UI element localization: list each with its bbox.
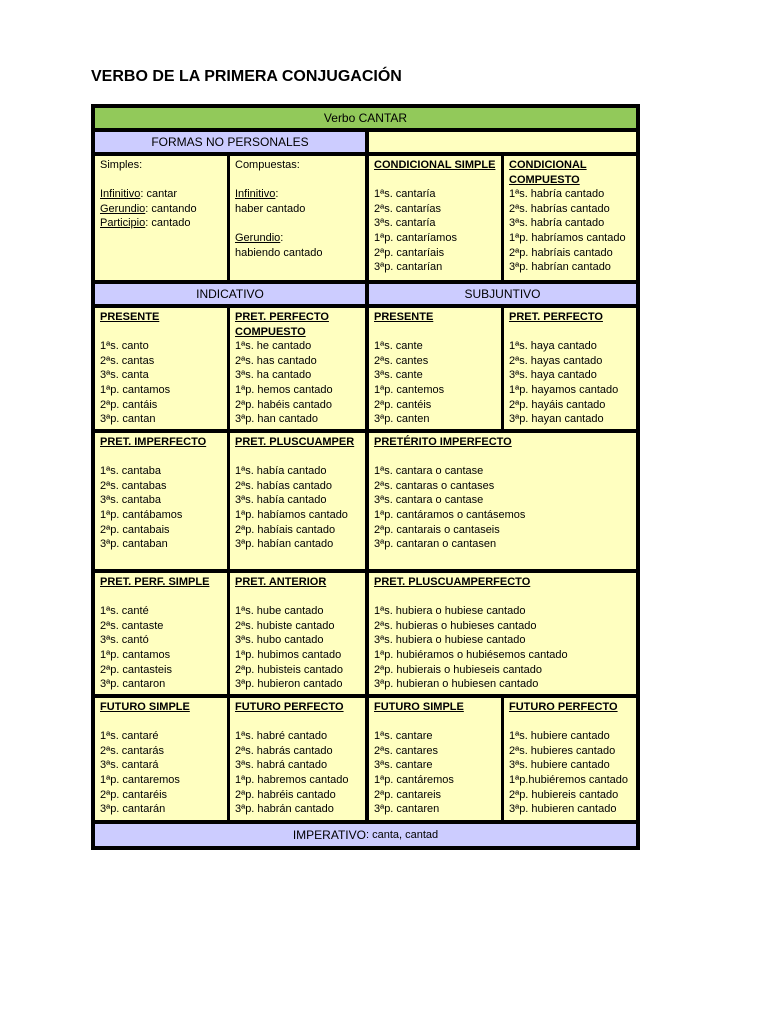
conj-line: 3ªp. cantarían	[374, 261, 443, 274]
conj-line: 3ªp. habrían cantado	[509, 261, 611, 274]
conj-line: 2ªs. hubieras o hubieses cantado	[374, 619, 537, 632]
compuestas-infinitivo-label: Infinitivo:	[235, 188, 279, 201]
conj-line: 2ªs. cantaras o cantases	[374, 479, 495, 492]
conj-line: 1ªp. cantaremos	[100, 773, 180, 786]
conj-line: 2ªs. cantares	[374, 744, 438, 757]
compuestas-heading: Compuestas:	[235, 159, 300, 171]
conj-line: 3ªs. canta	[100, 369, 149, 382]
conj-line: 1ªp. hayamos cantado	[509, 383, 619, 396]
ind-pret-pluscuamper-title: PRET. PLUSCUAMPER	[235, 436, 355, 448]
subj-preterito-imperfecto-title: PRETÉRITO IMPERFECTO	[374, 436, 512, 448]
conj-line: 2ªp. cantabais	[100, 523, 170, 536]
conj-line: 2ªs. hubieres cantado	[509, 744, 616, 757]
conj-line: 2ªs. cantarás	[100, 744, 164, 757]
conj-line: 1ªs. cante	[374, 340, 423, 353]
conj-line: 1ªp. cantáremos	[374, 773, 454, 786]
conj-line: 1ªs. había cantado	[235, 465, 327, 478]
condicional-compuesto-title-2: COMPUESTO	[509, 173, 580, 186]
empty-header-cell	[369, 132, 636, 152]
conj-line: 3ªs. cantaría	[374, 217, 436, 230]
ind-futuro-perfecto-title: FUTURO PERFECTO	[235, 701, 344, 713]
conj-line: 2ªs. habrías cantado	[509, 202, 610, 215]
conj-line: 3ªs. habría cantado	[509, 217, 605, 230]
ind-futuro-simple-cell	[95, 698, 227, 820]
conj-line: 1ªp. cantamos	[100, 383, 171, 396]
subj-preterito-imperfecto-cell	[369, 433, 636, 569]
conj-line: 1ªp. cantemos	[374, 383, 445, 396]
conj-line: 2ªp. habríais cantado	[509, 246, 613, 259]
formas-no-personales-bar	[95, 132, 365, 152]
ind-pret-perfecto-compuesto-title-2: COMPUESTO	[235, 325, 306, 338]
subj-pret-pluscuamperfecto-title: PRET. PLUSCUAMPERFECTO	[374, 576, 531, 588]
conj-line: 2ªs. cantaste	[100, 619, 164, 632]
ind-presente-title: PRESENTE	[100, 311, 160, 323]
conj-line: 2ªp. cantáis	[100, 398, 158, 411]
simples-gerundio: Gerundio: cantando	[100, 202, 197, 215]
ind-pret-anterior-cell	[230, 573, 365, 694]
ind-pret-pluscuamper-cell	[230, 433, 365, 569]
conj-line: 3ªp. hayan cantado	[509, 413, 604, 426]
imperativo-bar	[95, 824, 636, 846]
conj-line: 2ªp. habéis cantado	[235, 398, 333, 411]
conj-line: 1ªs. habré cantado	[235, 730, 328, 743]
conj-line: 2ªp. cantaríais	[374, 246, 445, 259]
conj-line: 1ªs. haya cantado	[509, 340, 597, 353]
compuestas-gerundio-value: habiendo cantado	[235, 246, 323, 259]
conj-line: 3ªp. cantarán	[100, 803, 166, 816]
ind-pret-anterior-title: PRET. ANTERIOR	[235, 576, 327, 588]
ind-presente-cell	[95, 308, 227, 429]
ind-pret-perf-simple-cell	[95, 573, 227, 694]
subj-futuro-perfecto-title: FUTURO PERFECTO	[509, 701, 618, 713]
conj-line: 1ªs. cantara o cantase	[374, 465, 484, 478]
conj-line: 2ªs. habrás cantado	[235, 744, 333, 757]
document-title: VERBO DE LA PRIMERA CONJUGACIÓN	[91, 68, 402, 85]
conj-line: 3ªs. hubiera o hubiese cantado	[374, 634, 526, 647]
conj-line: 2ªs. hubiste cantado	[235, 619, 335, 632]
conj-line: 1ªp. habremos cantado	[235, 773, 349, 786]
conj-line: 3ªp. hubieran o hubiesen cantado	[374, 678, 539, 691]
conj-line: 1ªp. cantáramos o cantásemos	[374, 508, 526, 521]
subjuntivo-label: SUBJUNTIVO	[464, 286, 541, 301]
ind-pret-imperfecto-cell	[95, 433, 227, 569]
subj-presente-cell	[369, 308, 501, 429]
conj-line: 1ªs. habría cantado	[509, 188, 605, 201]
conj-line: 3ªp. hubieren cantado	[509, 803, 617, 816]
imperativo-value: : canta, cantad	[365, 828, 439, 841]
conj-line: 2ªs. has cantado	[235, 354, 317, 367]
conj-line: 1ªs. canto	[100, 340, 149, 353]
conj-line: 2ªp. hubierais o hubieseis cantado	[374, 663, 542, 676]
simples-cell	[95, 156, 227, 280]
conj-line: 3ªp. cantaban	[100, 538, 168, 551]
indicativo-bar	[95, 284, 365, 304]
conj-line: 2ªp. cantéis	[374, 398, 432, 411]
conj-line: 3ªs. haya cantado	[509, 369, 597, 382]
ind-pret-imperfecto-title: PRET. IMPERFECTO	[100, 436, 207, 448]
conj-line: 3ªs. habrá cantado	[235, 759, 328, 772]
conj-line: 3ªs. ha cantado	[235, 369, 312, 382]
conj-line: 2ªp. habréis cantado	[235, 788, 336, 801]
verb-header-label: Verbo CANTAR	[323, 110, 408, 125]
conj-line: 3ªs. cante	[374, 369, 423, 382]
conj-line: 3ªs. cantara o cantase	[374, 494, 484, 507]
conj-line: 2ªp. cantareis	[374, 788, 442, 801]
conj-line: 1ªs. canté	[100, 605, 149, 618]
conj-line: 3ªs. hubo cantado	[235, 634, 324, 647]
subj-futuro-perfecto-cell	[504, 698, 636, 820]
condicional-simple-title: CONDICIONAL SIMPLE	[374, 159, 496, 171]
verb-header-bar	[95, 108, 636, 128]
conj-line: 2ªp. cantaréis	[100, 788, 168, 801]
conj-line: 1ªp.hubiéremos cantado	[509, 773, 629, 786]
conj-line: 1ªp. cantamos	[100, 648, 171, 661]
conj-line: 1ªs. hubiere cantado	[509, 730, 610, 743]
conj-line: 2ªp. cantarais o cantaseis	[374, 523, 500, 536]
condicional-simple-cell	[369, 156, 501, 280]
compuestas-infinitivo-value: haber cantado	[235, 202, 306, 215]
conjugation-table	[91, 104, 640, 850]
conj-line: 2ªs. cantes	[374, 354, 429, 367]
conj-line: 2ªs. cantas	[100, 354, 155, 367]
conj-line: 3ªs. cantaba	[100, 494, 161, 507]
conj-line: 2ªp. hubiereis cantado	[509, 788, 619, 801]
conj-line: 2ªs. hayas cantado	[509, 354, 603, 367]
conj-line: 1ªp. habíamos cantado	[235, 508, 348, 521]
conj-line: 2ªp. habíais cantado	[235, 523, 336, 536]
conj-line: 1ªs. cantaré	[100, 730, 159, 743]
conj-line: 3ªp. habían cantado	[235, 538, 334, 551]
simples-infinitivo: Infinitivo: cantar	[100, 188, 178, 201]
subj-presente-title: PRESENTE	[374, 311, 434, 323]
conj-line: 1ªs. hube cantado	[235, 605, 324, 618]
subj-futuro-simple-title: FUTURO SIMPLE	[374, 701, 464, 713]
conj-line: 3ªp. canten	[374, 413, 430, 426]
indicativo-label: INDICATIVO	[196, 286, 264, 301]
conj-line: 2ªp. hubisteis cantado	[235, 663, 344, 676]
compuestas-cell	[230, 156, 365, 280]
simples-heading: Simples:	[100, 159, 143, 171]
conj-line: 3ªp. habrán cantado	[235, 803, 334, 816]
conj-line: 3ªs. cantare	[374, 759, 433, 772]
conj-line: 1ªp. hubiéramos o hubiésemos cantado	[374, 648, 568, 661]
conj-line: 1ªp. habríamos cantado	[509, 231, 626, 244]
conj-line: 1ªs. cantaría	[374, 188, 436, 201]
condicional-compuesto-title-1: CONDICIONAL	[509, 159, 587, 171]
conj-line: 1ªs. cantaba	[100, 465, 161, 478]
conj-line: 1ªp. hubimos cantado	[235, 648, 342, 661]
subj-futuro-simple-cell	[369, 698, 501, 820]
formas-no-personales-label: FORMAS NO PERSONALES	[151, 134, 309, 149]
conj-line: 3ªp. cantan	[100, 413, 156, 426]
conj-line: 2ªp. cantasteis	[100, 663, 172, 676]
ind-futuro-perfecto-cell	[230, 698, 365, 820]
conj-line: 3ªs. cantará	[100, 759, 159, 772]
conj-line: 3ªp. cantaren	[374, 803, 440, 816]
conj-line: 1ªp. hemos cantado	[235, 383, 333, 396]
conj-line: 2ªs. cantarías	[374, 202, 442, 215]
subj-pret-perfecto-title: PRET. PERFECTO	[509, 311, 603, 323]
conj-line: 2ªs. habías cantado	[235, 479, 333, 492]
conj-line: 3ªs. cantó	[100, 634, 149, 647]
conj-line: 1ªs. hubiera o hubiese cantado	[374, 605, 526, 618]
conj-line: 3ªs. hubiere cantado	[509, 759, 610, 772]
condicional-compuesto-cell	[504, 156, 636, 280]
ind-futuro-simple-title: FUTURO SIMPLE	[100, 701, 190, 713]
conj-line: 1ªp. cantaríamos	[374, 231, 457, 244]
subj-pret-perfecto-cell	[504, 308, 636, 429]
subjuntivo-bar	[369, 284, 636, 304]
conj-line: 3ªp. hubieron cantado	[235, 678, 343, 691]
ind-pret-perfecto-compuesto-cell	[230, 308, 365, 429]
conj-line: 3ªp. cantaron	[100, 678, 166, 691]
conj-line: 2ªp. hayáis cantado	[509, 398, 606, 411]
subj-pret-pluscuamperfecto-cell	[369, 573, 636, 694]
simples-participio: Participio: cantado	[100, 217, 191, 230]
conj-line: 1ªp. cantábamos	[100, 508, 183, 521]
compuestas-gerundio-label: Gerundio:	[235, 231, 284, 244]
imperativo-label: IMPERATIVO	[292, 827, 366, 842]
conj-line: 1ªs. he cantado	[235, 340, 312, 353]
conj-line: 3ªs. había cantado	[235, 494, 327, 507]
conj-line: 2ªs. cantabas	[100, 479, 167, 492]
ind-pret-perf-simple-title: PRET. PERF. SIMPLE	[100, 576, 210, 588]
conj-line: 3ªp. cantaran o cantasen	[374, 538, 497, 551]
conj-line: 3ªp. han cantado	[235, 413, 318, 426]
conj-line: 1ªs. cantare	[374, 730, 433, 743]
ind-pret-perfecto-compuesto-title-1: PRET. PERFECTO	[235, 311, 329, 323]
